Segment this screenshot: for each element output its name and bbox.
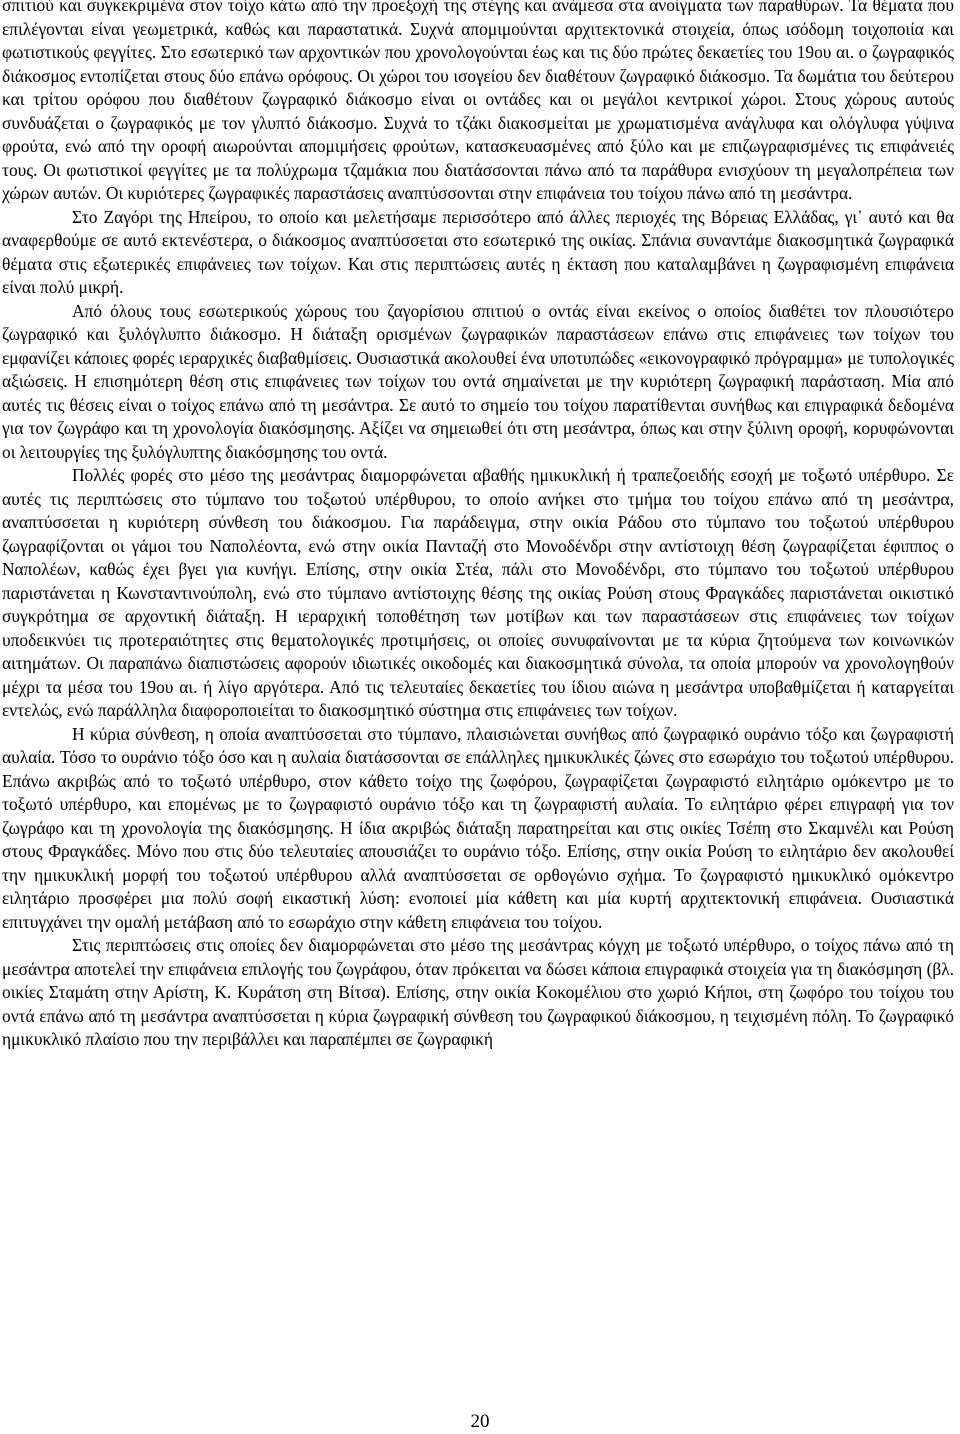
page-number: 20: [470, 1411, 490, 1432]
document-body: [2, 0, 954, 1052]
paragraph-wall-above-mesantra: Στις περιπτώσεις στις οποίες δεν διαμορφώνεται στο μέσο της μεσάντρας κόγχη με τοξωτό υπέρθυρο, ο τοίχος πάνω από τη μεσάντρα αποτελεί την επιφάνεια επιλογής του ζωγράφου, όταν πρόκειται να δώσει κάποια επιγραφικά στοιχεία για τη διακόσμηση (βλ. οικίες Σταμάτη στην Αρίστη, Κ. Κυράτση στη Βίτσα). Επίσης, στην οικία Κοκομέλιου στο χωριό Κήποι, στη ζωφόρο του τοίχου του οντά επάνω από τη μεσάντρα αναπτύσσεται η κύρια ζωγραφική σύνθεση του ζωγραφικού διάκοσμου, η τειχισμένη πόλη. Το ζωγραφικό ημικυκλικό πλαίσιο που την περιβάλλει και παραπέμπει σε ζωγραφική: [2, 935, 954, 1049]
paragraph-main-composition: Η κύρια σύνθεση, η οποία αναπτύσσεται στο τύμπανο, πλαισιώνεται συνήθως από ζωγραφικό ουράνιο τόξο και ζωγραφιστή αυλαία. Τόσο το ουράνιο τόξο όσο και η αυλαία διατάσσονται σε επάλληλες ημικυκλικές ζώνες στο εσωράχιο του τοξωτού υπέρθυρου. Επάνω ακριβώς από το τοξωτό υπέρθυρο, στον κάθετο τοίχο της ζωφόρου, ζωγραφίζεται ζωγραφιστό ειλητάριο ομόκεντρο με το τοξωτό υπέρθυρο, και επομένως με το ζωγραφιστό ουράνιο τόξο και τη ζωγραφιστή αυλαία. Το ειλητάριο φέρει επιγραφή για τον ζωγράφο και τη χρονολογία της διακόσμησης. Η ίδια ακριβώς διάταξη παρατηρείται και στις οικίες Τσέπη στο Σκαμνέλι και Ρούση στους Φραγκάδες. Μόνο που στις δύο τελευταίες απουσιάζει το ουράνιο τόξο. Επίσης, στην οικία Ρούση το ειλητάριο δεν ακολουθεί την ημικυκλική μορφή του τοξωτού υπέρθυρου αλλά αναπτύσσεται σε ορθογώνιο σχήμα. Το ζωγραφιστό ημικυκλικό ομόκεντρο ειλητάριο προσφέρει μια πολύ σοφή εικαστική λύση: ενοποιεί μία κάθετη και μία κυρτή αρχιτεκτονική επιφάνεια. Ουσιαστικά επιτυγχάνει την ομαλή μετάβαση από το εσωράχιο στην κάθετη επιφάνεια του τοίχου.: [2, 723, 954, 932]
paragraph-continuation: σπιτιού και συγκεκριμένα στον τοίχο κάτω από την προεξοχή της στέγης και ανάμεσα στα ανοίγματα των παραθύρων. Τα θέματα που επιλέγονται είναι γεωμετρικά, καθώς και παραστατικά. Συχνά απομιμούνται αρχιτεκτονικά στοιχεία, όπως ισόδομη τοιχοποιία και φωτιστικούς φεγγίτες. Στο εσωτερικό των αρχοντικών που χρονολογούνται έως και τις δύο πρώτες δεκαετίες του 19ου αι. ο ζωγραφικός διάκοσμος εντοπίζεται στους δύο επάνω ορόφους. Οι χώροι του ισογείου δεν διαθέτουν ζωγραφικό διάκοσμο. Τα δωμάτια του δεύτερου και τρίτου ορόφου που διαθέτουν ζωγραφικό διάκοσμο είναι οι οντάδες και οι μεγάλοι κεντρικοί χώροι. Στους χώρους αυτούς συνδυάζεται ο ζωγραφικός με τον γλυπτό διάκοσμο. Συχνά το τζάκι διακοσμείται με χρωματισμένα ανάγλυφα και ολόγλυφα γύψινα φρούτα, ενώ από την οροφή αιωρούνται απομιμήσεις φρούτων, κατασκευασμένες από ξύλο και με επιζωγραφισμένες τις επιφάνειές τους. Οι φωτιστικοί φεγγίτες με τα πολύχρωμα τζαμάκια που διατάσσονται πάνω από τα παράθυρα ενισχύουν τη μεγαλοπρέπεια των χώρων αυτών. Οι κυριότερες ζωγραφικές παραστάσεις αναπτύσσονται στην επιφάνεια του τοίχου πάνω από τη μεσάντρα.: [2, 0, 954, 203]
paragraph-zagori: Στο Ζαγόρι της Ηπείρου, το οποίο και μελετήσαμε περισσότερο από άλλες περιοχές της Βόρειας Ελλάδας, γι᾽ αυτό και θα αναφερθούμε σε αυτό εκτενέστερα, ο διάκοσμος αναπτύσσεται στο εσωτερικό της οικίας. Σπάνια συναντάμε διακοσμητικά ζωγραφικά θέματα στις εξωτερικές επιφάνειες των τοίχων. Και στις περιπτώσεις αυτές η έκταση που καταλαμβάνει η ζωγραφισμένη επιφάνεια είναι πολύ μικρή.: [2, 206, 954, 297]
paragraph-mesantra-niche: Πολλές φορές στο μέσο της μεσάντρας διαμορφώνεται αβαθής ημικυκλική ή τραπεζοειδής εσοχή με τοξωτό υπέρθυρο. Σε αυτές τις περιπτώσεις στο τύμπανο του τοξωτού υπέρθυρου, το οποίο ανήκει στο τμήμα του τοίχου επάνω από τη μεσάντρα, αναπτύσσεται η κυριότερη σύνθεση του διάκοσμου. Για παράδειγμα, στην οικία Ράδου στο τύμπανο του τοξωτού υπέρθυρου ζωγραφίζονται οι γάμοι του Ναπολέοντα, ενώ στην οικία Πανταζή στο Μονοδένδρι στην αντίστοιχη θέση ζωγραφίζεται έφιππος ο Ναπολέων, καθώς έχει βγει για κυνήγι. Επίσης, στην οικία Στέα, πάλι στο Μονοδένδρι, στο τύμπανο του τοξωτού υπέρθυρου παριστάνεται η Κωνσταντινούπολη, ενώ στο τύμπανο αντίστοιχης θέσης της οικίας Ρούση στους Φραγκάδες παριστάνεται οικιστικό συγκρότημα σε αρχοντική διάταξη. Η ιεραρχική τοποθέτηση των μοτίβων και των παραστάσεων στις επιφάνειες των τοίχων υποδεικνύει τις προτεραιότητες στις θεματολογικές προτιμήσεις, οι οποίες συνυφαίνονται με τα κύρια ζητούμενα των κοινωνικών αιτημάτων. Οι παραπάνω διαπιστώσεις αφορούν ιδιωτικές οικοδομές και διακοσμητικά σύνολα, τα οποία μπορούν να χρονολογηθούν μέχρι τα μέσα του 19ου αι. ή λίγο αργότερα. Από τις τελευταίες δεκαετίες του ίδιου αιώνα η μεσάντρα υποβαθμίζεται ή καταργείται εντελώς, ενώ παράλληλα διαφοροποιείται το διακοσμητικό σύστημα στις επιφάνειες των τοίχων.: [2, 465, 954, 720]
paragraph-ontas: Από όλους τους εσωτερικούς χώρους του ζαγορίσιου σπιτιού ο οντάς είναι εκείνος ο οποίος διαθέτει τον πλουσιότερο ζωγραφικό και ξυλόγλυπτο διάκοσμο. Η διάταξη ορισμένων ζωγραφικών παραστάσεων επάνω στις επιφάνειες των τοίχων του εμφανίζει κάποιες φορές ιεραρχικές διαβαθμίσεις. Ουσιαστικά ακολουθεί ένα υποτυπώδες «εικονογραφικό πρόγραμμα» με τυπολογικές αξιώσεις. Η επισημότερη θέση στις επιφάνειες των τοίχων του οντά σημαίνεται με την κυριότερη ζωγραφική παράσταση. Μία από αυτές τις θέσεις είναι ο τοίχος επάνω από τη μεσάντρα. Σε αυτό το σημείο του τοίχου παρατίθενται συνήθως και επιγραφικά δεδομένα για τον ζωγράφο και τη χρονολογία διακόσμησης. Αξίζει να σημειωθεί ότι στη μεσάντρα, όπως και στην ξύλινη οροφή, κορυφώνονται οι λειτουργίες της ξυλόγλυπτης διακόσμησης του οντά.: [2, 300, 954, 462]
